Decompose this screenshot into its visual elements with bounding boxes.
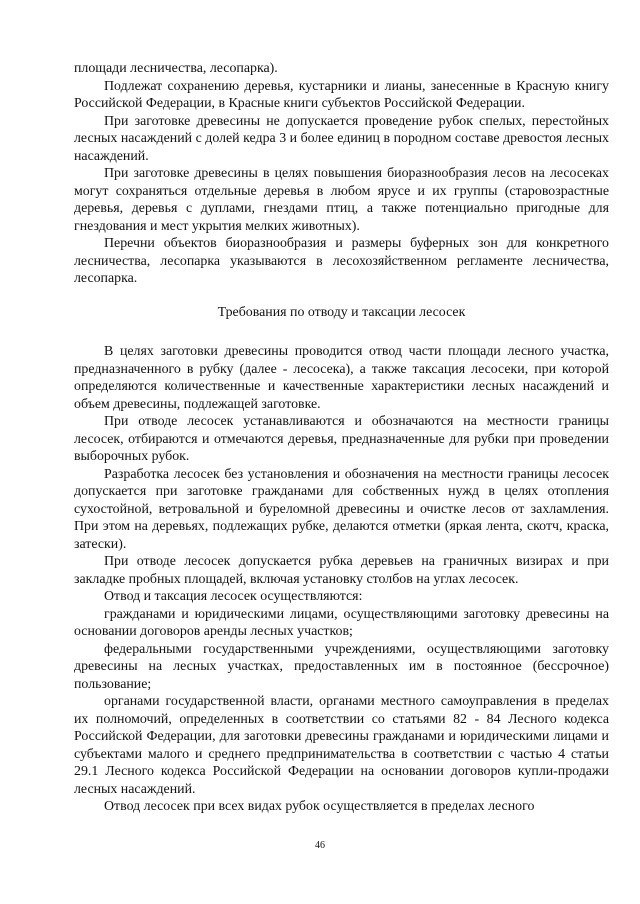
paragraphs-bottom (74, 343, 609, 816)
list-intro: Отвод и таксация лесосек осуществляются: (104, 589, 363, 604)
paragraph: Разработка лесосек без установления и обозначения на местности границы лесосек допускается при заготовке гражданами для собственных нужд в целях отопления сухостойной, ветровальной и буреломной древесины и очистке лесов от захламления. При этом на деревьях, подлежащих рубке, делаются отметки (яркая лента, скотч, краска, затески). (74, 466, 609, 552)
paragraph: Подлежат сохранению деревья, кустарники и лианы, занесенные в Красную книгу Российской Федерации, в Красные книги субъектов Российской Федерации. (74, 78, 609, 111)
paragraph: При отводе лесосек допускается рубка деревьев на граничных визирах и при закладке пробных площадей, включая установку столбов на углах лесосек. (74, 554, 609, 587)
page-number: 46 (315, 840, 325, 851)
paragraphs-top (74, 60, 609, 288)
list-item: гражданами и юридическими лицами, осуществляющими заготовку древесины на основании договоров аренды лесных участков; (74, 606, 609, 639)
paragraph: Перечни объектов биоразнообразия и размеры буферных зон для конкретного лесничества, лесопарка указываются в лесохозяйственном регламенте лесничества, лесопарка. (74, 236, 609, 286)
section-heading: Требования по отводу и таксации лесосек (217, 304, 466, 320)
paragraph: При заготовке древесины не допускается проведение рубок спелых, перестойных лесных насаждений с долей кедра 3 и более единиц в породном составе древостоя лесных насаждений. (74, 113, 609, 164)
paragraph: Отвод лесосек при всех видах рубок осуществляется в пределах лесного (104, 799, 535, 814)
list-item: федеральными государственными учреждениями, осуществляющими заготовку древесины на лесных участках, предоставленных им в постоянное (бессрочное) пользование; (74, 641, 609, 692)
document-page (74, 60, 609, 816)
paragraph: При отводе лесосек устанавливаются и обозначаются на местности границы лесосек, отбираются и отмечаются деревья, предназначенные для рубки при проведении выборочных рубок. (74, 414, 609, 464)
list-item: органами государственной власти, органами местного самоуправления в пределах их полномочий, определенных в соответствии со статьями 82 - 84 Лесного кодекса Российской Федерации, для заготовки древесины гражданами и юридическими лицами и субъектами малого и среднего предпринимательства в соответствии с частью 4 статьи 29.1 Лесного кодекса Российской Федерации на основании договоров купли-продажи лесных насаждений. (74, 694, 609, 797)
paragraph: площади лесничества, лесопарка). (74, 61, 278, 76)
paragraph: В целях заготовки древесины проводится отвод части площади лесного участка, предназначенного в рубку (далее - лесосека), а также таксация лесосеки, при которой определяются количественные и качественные характеристики лесных насаждений и объем древесины, подлежащей заготовке. (74, 344, 609, 412)
paragraph: При заготовке древесины в целях повышения биоразнообразия лесов на лесосеках могут сохраняться отдельные деревья в любом ярусе и их группы (старовозрастные деревья, деревья с дуплами, гнездами птиц, а также потенциально пригодные для гнездования и мест укрытия мелких животных). (74, 166, 609, 234)
